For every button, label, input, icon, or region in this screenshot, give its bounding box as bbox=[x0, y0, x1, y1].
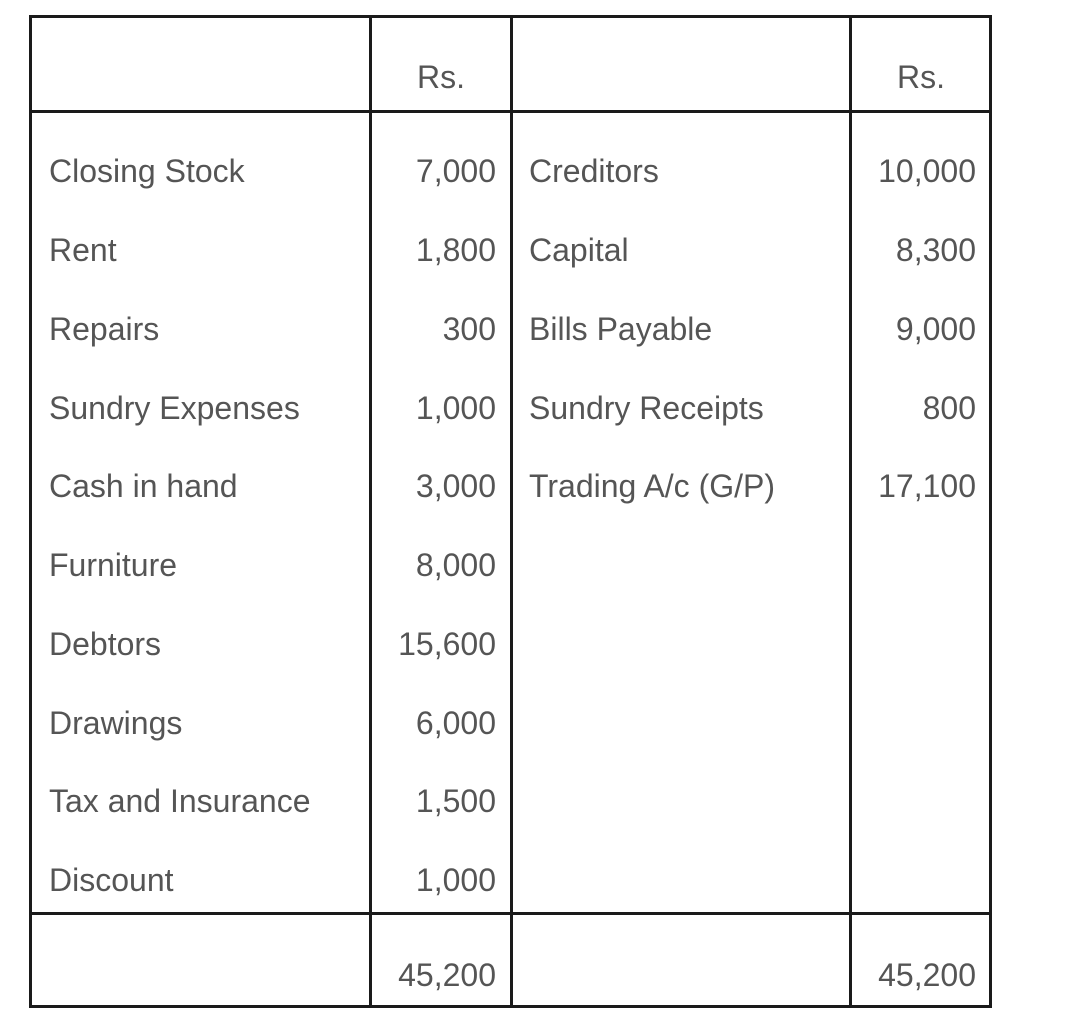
left-row-amount: 15,600 bbox=[398, 626, 496, 662]
left-row-label: Tax and Insurance bbox=[49, 783, 311, 819]
right-row-label: Sundry Receipts bbox=[529, 390, 764, 426]
left-amount-header: Rs. bbox=[417, 59, 465, 95]
right-row-amount: 9,000 bbox=[895, 311, 976, 347]
right-row-label: Trading A/c (G/P) bbox=[529, 468, 775, 504]
right-row-label: Capital bbox=[529, 232, 629, 268]
left-row-amount: 6,000 bbox=[415, 705, 496, 741]
left-total: 45,200 bbox=[398, 957, 496, 993]
right-row-amount: 10,000 bbox=[878, 153, 976, 189]
right-amount-header: Rs. bbox=[897, 59, 945, 95]
left-row-label: Repairs bbox=[49, 311, 160, 347]
left-row-label: Rent bbox=[49, 232, 117, 268]
left-row-label: Cash in hand bbox=[49, 468, 238, 504]
left-row-label: Discount bbox=[49, 862, 174, 898]
ledger-table bbox=[29, 15, 992, 1008]
right-row-label: Creditors bbox=[529, 153, 659, 189]
left-row-label: Furniture bbox=[49, 547, 178, 583]
left-row-label: Debtors bbox=[49, 626, 162, 662]
left-row-label: Closing Stock bbox=[49, 153, 245, 189]
totals-divider bbox=[32, 912, 989, 915]
right-total: 45,200 bbox=[878, 957, 976, 993]
left-row-amount: 300 bbox=[442, 311, 496, 347]
left-row-label: Sundry Expenses bbox=[49, 390, 300, 426]
left-row-amount: 1,800 bbox=[415, 232, 496, 268]
left-row-amount: 3,000 bbox=[415, 468, 496, 504]
right-row-label: Bills Payable bbox=[529, 311, 713, 347]
left-row-amount: 1,500 bbox=[415, 783, 496, 819]
right-row-amount: 800 bbox=[922, 390, 976, 426]
right-row-amount: 17,100 bbox=[878, 468, 976, 504]
header-divider bbox=[32, 110, 989, 113]
left-row-amount: 8,000 bbox=[415, 547, 496, 583]
right-row-amount: 8,300 bbox=[895, 232, 976, 268]
left-row-label: Drawings bbox=[49, 705, 183, 741]
left-row-amount: 1,000 bbox=[415, 390, 496, 426]
left-row-amount: 1,000 bbox=[415, 862, 496, 898]
left-row-amount: 7,000 bbox=[415, 153, 496, 189]
column-divider bbox=[510, 18, 513, 1005]
